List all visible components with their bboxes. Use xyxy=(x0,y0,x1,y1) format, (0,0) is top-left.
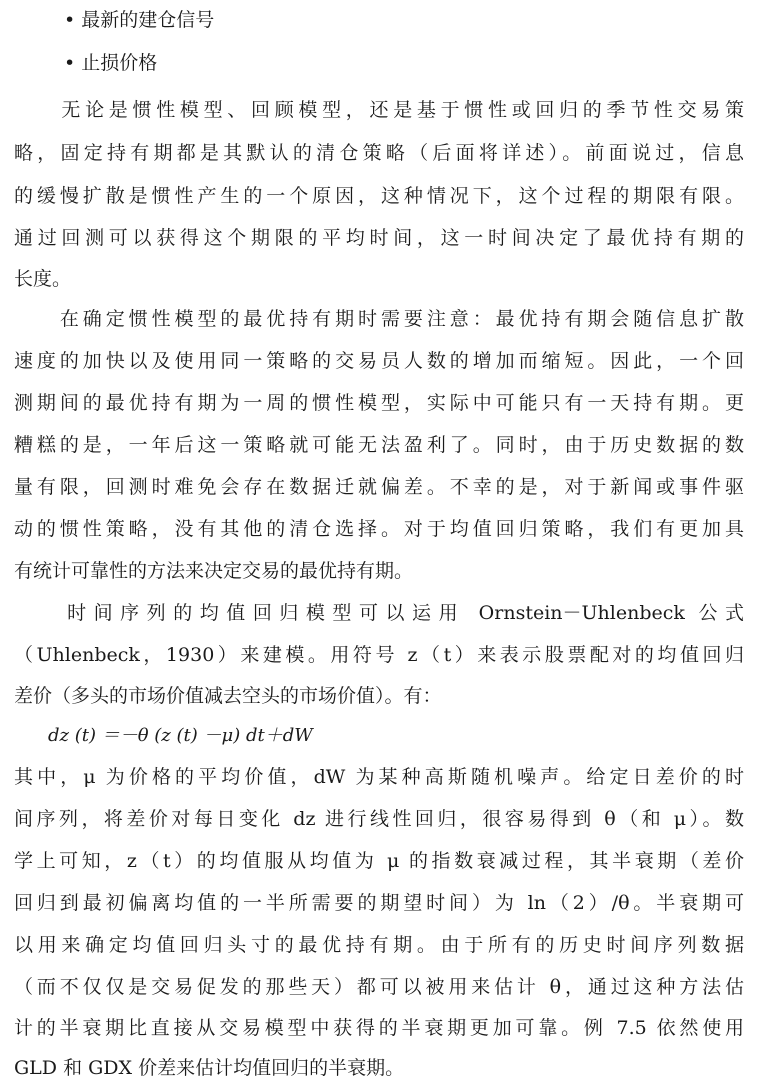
text-line: 长度。 xyxy=(14,268,72,290)
bullet-entry-signal: • 最新的建仓信号 xyxy=(64,9,215,31)
text-line: 有统计可靠性的方法来决定交易的最优持有期。 xyxy=(14,560,414,582)
text-line: 通过回测可以获得这个期限的平均时间，这一时间决定了最优持有期的 xyxy=(14,227,744,249)
text-line: 间序列，将差价对每日变化 dz 进行线性回归，很容易得到 θ（和 μ）。数 xyxy=(14,808,744,830)
text-line: 在确定惯性模型的最优持有期时需要注意：最优持有期会随信息扩散 xyxy=(14,308,744,330)
text-line: 其中，μ 为价格的平均价值，dW 为某种高斯随机噪声。给定日差价的时 xyxy=(14,766,744,788)
text-line: 学上可知，z（t）的均值服从均值为 μ 的指数衰减过程，其半衰期（差价 xyxy=(14,850,744,872)
text-line: 回归到最初偏离均值的一半所需要的期望时间）为 ln（2）/θ。半衰期可 xyxy=(14,892,744,914)
ornstein-uhlenbeck-equation: dz (t) ＝－θ (z (t) －μ) dt＋dW xyxy=(48,725,313,746)
text-line: 糟糕的是，一年后这一策略就可能无法盈利了。同时，由于历史数据的数 xyxy=(14,434,744,456)
text-line: 动的惯性策略，没有其他的清仓选择。对于均值回归策略，我们有更加具 xyxy=(14,518,744,540)
text-line: （而不仅仅是交易促发的那些天）都可以被用来估计 θ，通过这种方法估 xyxy=(14,976,744,998)
text-line: 测期间的最优持有期为一周的惯性模型，实际中可能只有一天持有期。更 xyxy=(14,392,744,414)
text-line: GLD 和 GDX 价差来估计均值回归的半衰期。 xyxy=(14,1057,405,1079)
text-line: 时间序列的均值回归模型可以运用 Ornstein－Uhlenbeck 公式 xyxy=(14,602,744,624)
text-line: 计的半衰期比直接从交易模型中获得的半衰期更加可靠。例 7.5 依然使用 xyxy=(14,1017,744,1039)
text-line: 速度的加快以及使用同一策略的交易员人数的增加而缩短。因此，一个回 xyxy=(14,350,744,372)
text-line: 差价（多头的市场价值减去空头的市场价值）。有： xyxy=(14,685,442,707)
text-line: 略，固定持有期都是其默认的清仓策略（后面将详述）。前面说过，信息 xyxy=(14,142,744,164)
text-line: 以用来确定均值回归头寸的最优持有期。由于所有的历史时间序列数据 xyxy=(14,934,744,956)
text-line: 无论是惯性模型、回顾模型，还是基于惯性或回归的季节性交易策 xyxy=(14,99,744,121)
text-line: 量有限，回测时难免会存在数据迁就偏差。不幸的是，对于新闻或事件驱 xyxy=(14,476,744,498)
bullet-stop-loss: • 止损价格 xyxy=(64,52,158,74)
text-line: 的缓慢扩散是惯性产生的一个原因，这种情况下，这个过程的期限有限。 xyxy=(14,185,744,207)
text-line: （Uhlenbeck，1930）来建模。用符号 z（t）来表示股票配对的均值回归 xyxy=(14,644,744,666)
